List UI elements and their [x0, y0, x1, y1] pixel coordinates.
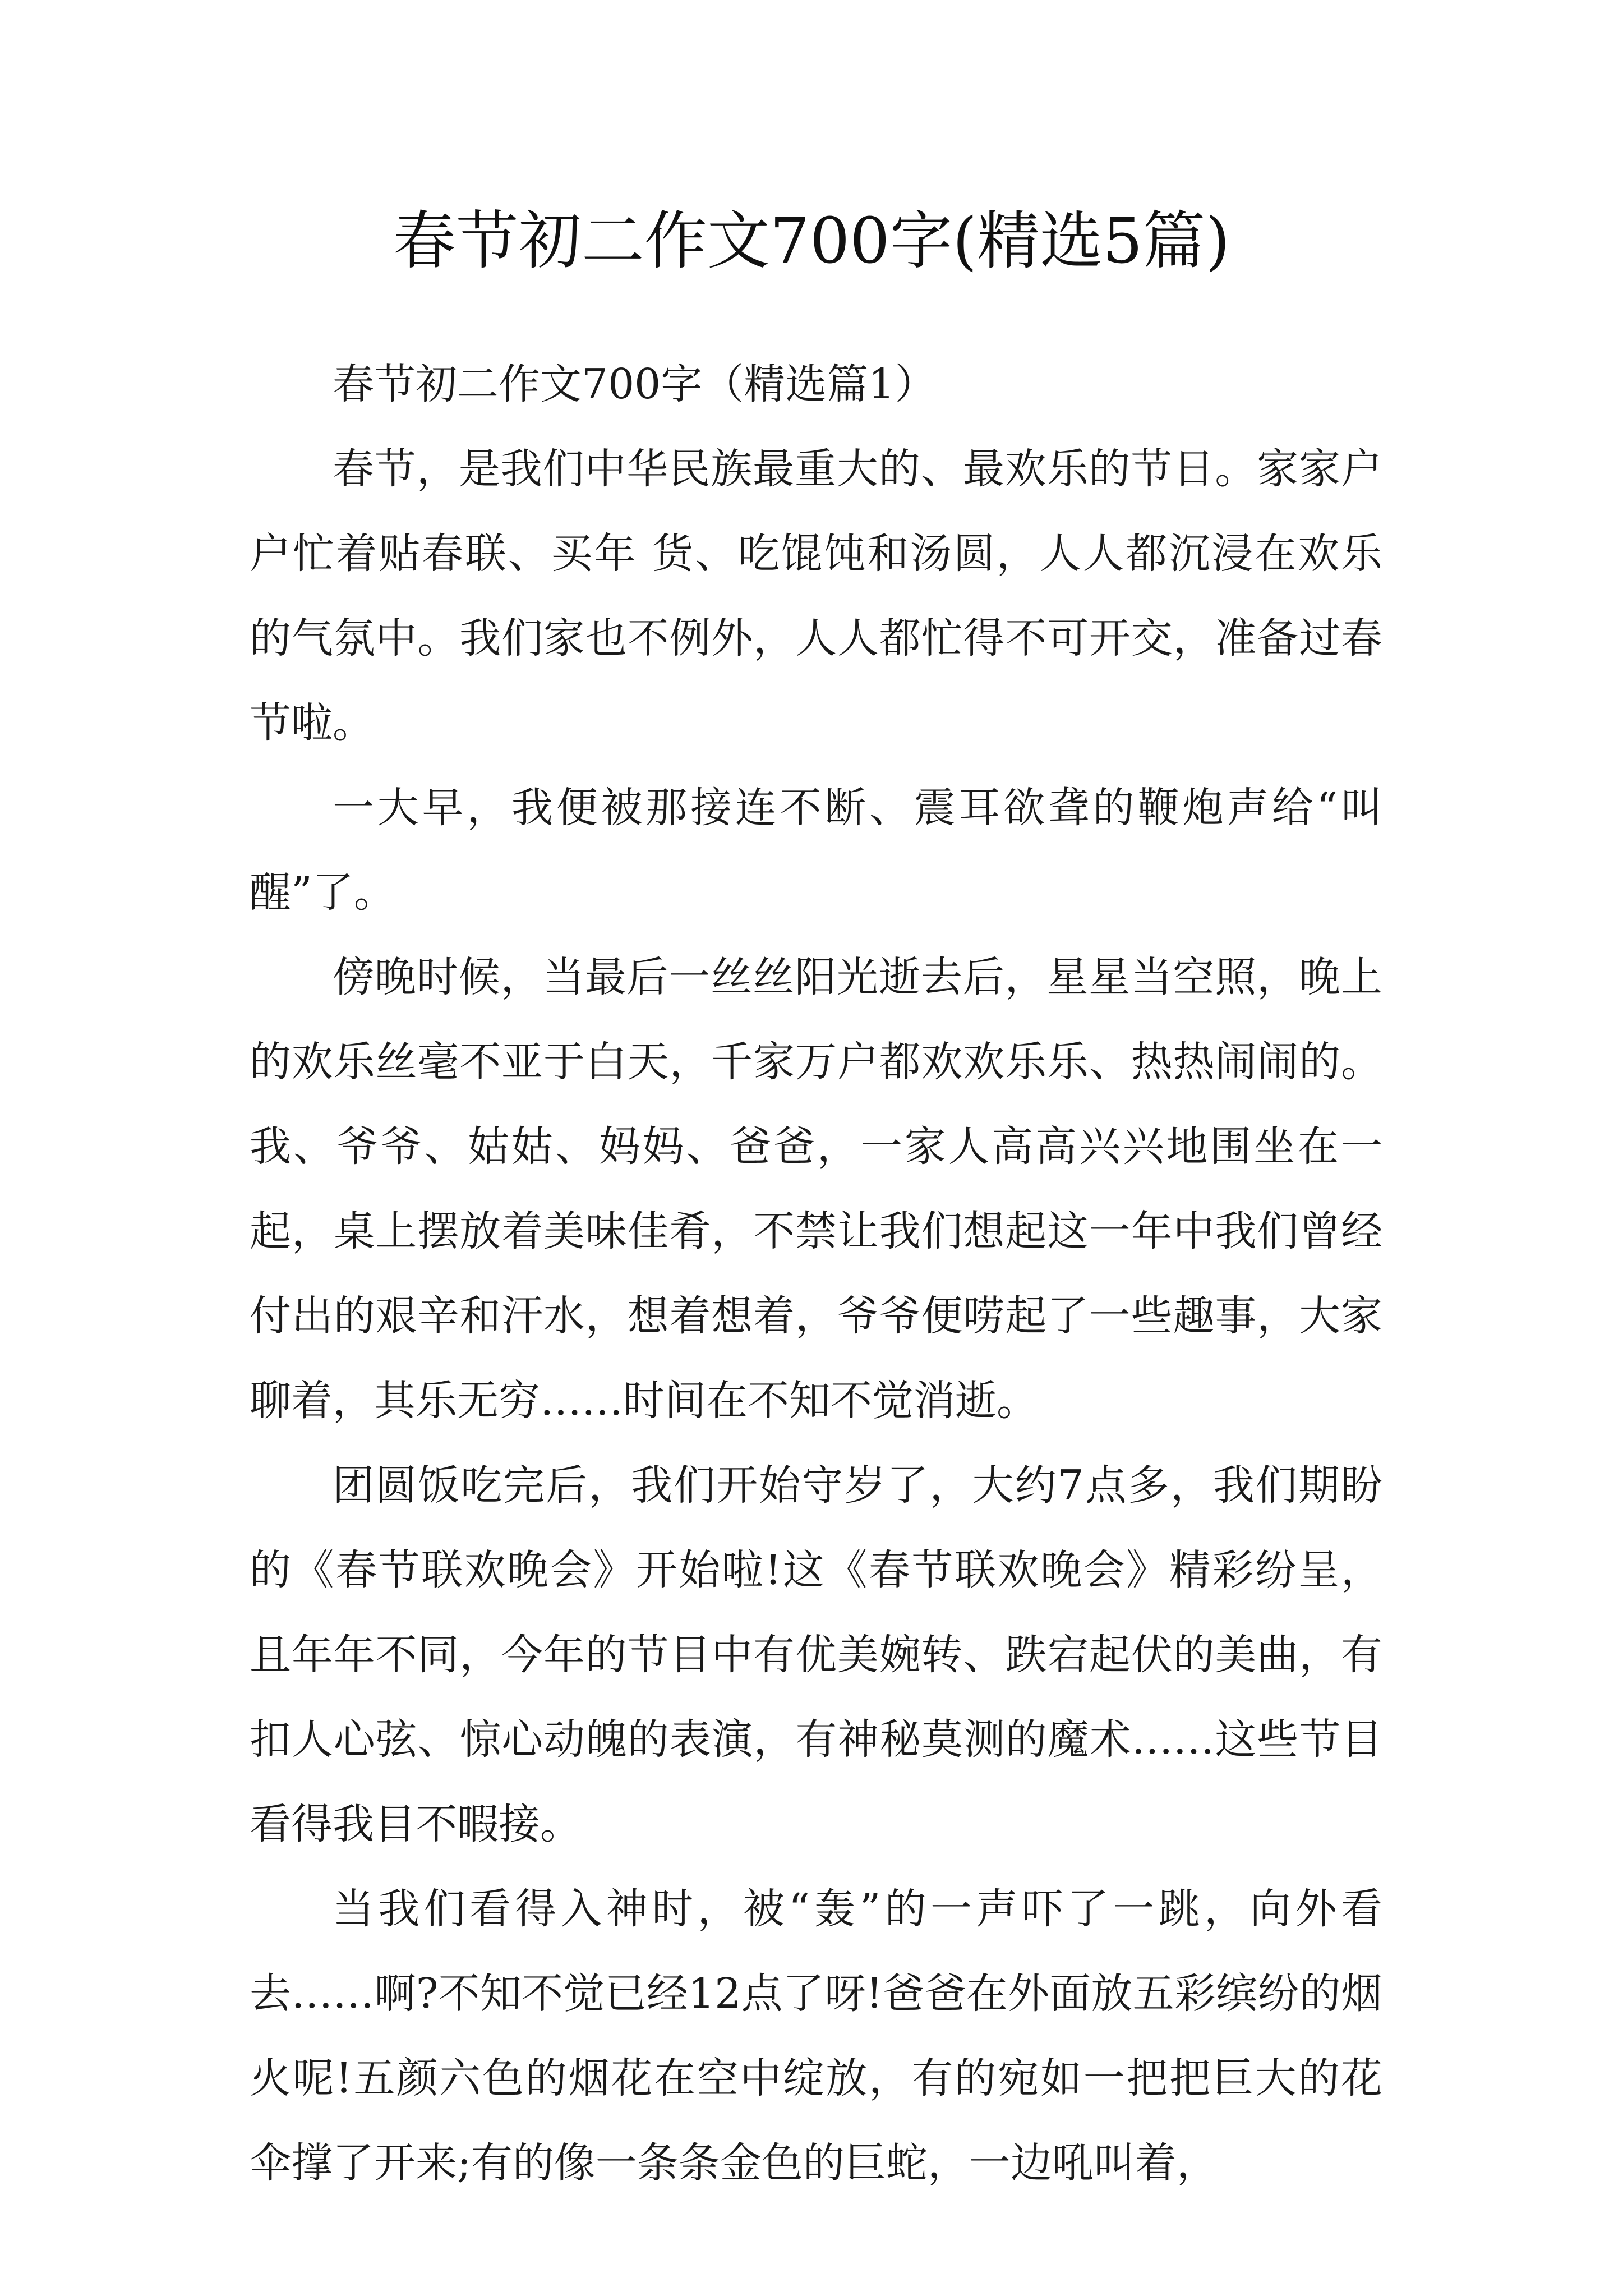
paragraph-section-heading: 春节初二作文700字（精选篇1） [333, 360, 937, 408]
paragraph: 一大早，我便被那接连不断、震耳欲聋的鞭炮声给“叫醒”了。 [250, 784, 1382, 917]
document-title: 春节初二作文700字(精选5篇) [393, 205, 1230, 278]
paragraph: 傍晚时候，当最后一丝丝阳光逝去后，星星当空照，晚上的欢乐丝毫不亚于白天，千家万户都欢欢乐乐、热热闹闹的。我、爷爷、姑姑、妈妈、爸爸，一家人高高兴兴地围坐在一起，桌上摆放着美味佳肴，不禁让我们想起这一年中我们曾经付出的艰辛和汗水，想着想着，爷爷便唠起了一些趣事，大家聊着，其乐无穷……时间在不知不觉消逝。 [250, 953, 1382, 1425]
document-body [250, 342, 1382, 2206]
paragraph: 春节，是我们中华民族最重大的、最欢乐的节日。家家户户忙着贴春联、买年 货、吃馄饨和汤圆，人人都沉浸在欢乐的气氛中。我们家也不例外，人人都忙得不可开交，准备过春节啦。 [250, 445, 1382, 747]
paragraph: 团圆饭吃完后，我们开始守岁了，大约7点多，我们期盼的《春节联欢晚会》开始啦!这《春节联欢晚会》精彩纷呈，且年年不同，今年的节目中有优美婉转、跌宕起伏的美曲，有扣人心弦、惊心动魄的表演，有神秘莫测的魔术……这些节目看得我目不暇接。 [250, 1461, 1382, 1848]
paragraph: 当我们看得入神时，被“轰”的一声吓了一跳，向外看去……啊?不知不觉已经12点了呀!爸爸在外面放五彩缤纷的烟火呢!五颜六色的烟花在空中绽放，有的宛如一把把巨大的花伞撑了开来;有的像一条条金色的巨蛇，一边吼叫着， [250, 1885, 1382, 2187]
